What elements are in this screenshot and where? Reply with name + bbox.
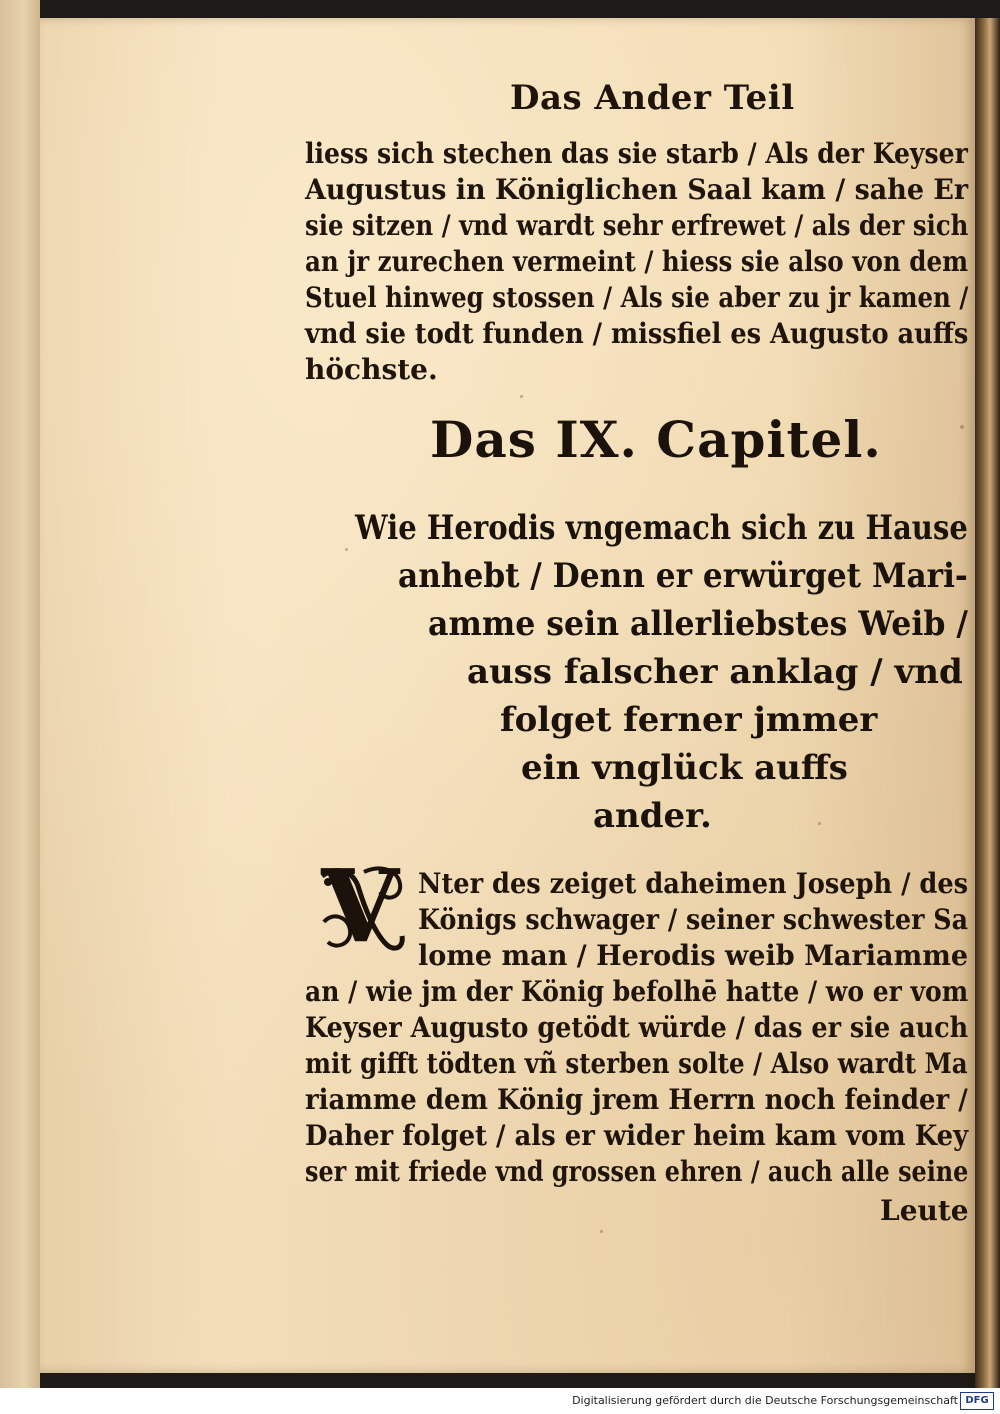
text-line: höchste. <box>305 353 438 386</box>
catchword: Leute <box>880 1194 969 1227</box>
text-line: sie sitzen / vnd wardt sehr erfrewet / als der sich <box>305 209 969 242</box>
footer-bar <box>0 1388 1000 1414</box>
text-line: Nter des zeiget daheimen Joseph / des <box>418 867 969 900</box>
text-line: mit gifft tödten vñ sterben solte / Also wardt Ma <box>305 1047 968 1080</box>
text-line: Stuel hinweg stossen / Als sie aber zu jr kamen / <box>305 281 969 314</box>
drop-cap-initial: V <box>321 847 399 965</box>
book-gutter-edge <box>975 18 1000 1388</box>
text-line: Augustus in Königlichen Saal kam / sahe Er <box>305 173 969 206</box>
text-line: liess sich stechen das sie starb / Als der Keyser <box>305 137 968 170</box>
summary-line: folget ferner jmmer <box>500 700 878 740</box>
running-head: Das Ander Teil <box>510 78 795 118</box>
summary-line: ander. <box>593 796 712 836</box>
paper-speck <box>600 1230 603 1233</box>
summary-line: Wie Herodis vngemach sich zu Hause <box>355 508 968 548</box>
summary-line: amme sein allerliebstes Weib / <box>428 604 968 644</box>
text-line: an jr zurechen vermeint / hiess sie also von dem <box>305 245 969 278</box>
funding-credit: Digitalisierung gefördert durch die Deutsche Forschungsgemeinschaft <box>572 1394 958 1407</box>
dfg-logo: DFG <box>960 1392 994 1410</box>
paper-speck <box>520 395 523 398</box>
text-line: Daher folget / als er wider heim kam vom Key <box>305 1119 969 1152</box>
paper-speck <box>345 548 348 551</box>
left-margin-strip <box>0 0 40 1388</box>
text-line: an / wie jm der König befolhē hatte / wo er vom <box>305 975 969 1008</box>
paper-speck <box>960 425 964 429</box>
summary-line: ein vnglück auffs <box>521 748 848 788</box>
summary-line: anhebt / Denn er erwürget Mari- <box>398 556 968 596</box>
summary-line: auss falscher anklag / vnd <box>467 652 963 692</box>
chapter-heading: Das IX. Capitel. <box>430 410 882 469</box>
text-line: vnd sie todt funden / missfiel es Augusto auffs <box>305 317 969 350</box>
paper-speck <box>818 822 821 825</box>
text-line: lome man / Herodis weib Mariamme <box>418 939 969 972</box>
text-line: ser mit friede vnd grossen ehren / auch alle seine <box>305 1155 969 1188</box>
text-line: Königs schwager / seiner schwester Sa <box>418 903 969 936</box>
text-line: Keyser Augusto getödt würde / das er sie auch <box>305 1011 969 1044</box>
text-line: riamme dem König jrem Herrn noch feinder / <box>305 1083 968 1116</box>
